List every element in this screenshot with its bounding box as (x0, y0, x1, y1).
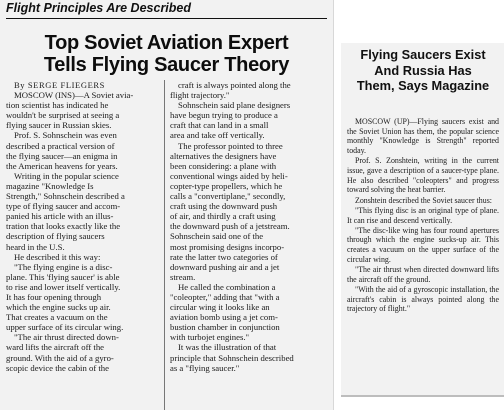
article-line: Strength," Sohnschein described a (6, 191, 125, 202)
right-article-paragraph: Zonshtein described the Soviet saucer thus: (355, 195, 492, 205)
article-line: downward pushing air and a jet (170, 261, 280, 272)
article-line: bustion chamber in conjunction (170, 322, 280, 333)
right-article-paragraph: Prof. S. Zonshtein, writing in the current issue, gave a description of a saucer-type plane. He also described "coleopters" and progress toward solving the heat barrier. (347, 156, 499, 195)
article-line: Prof. S. Sohnschein was even (14, 130, 117, 141)
article-paragraph (6, 252, 160, 262)
kicker-headline: Flight Principles Are Described (6, 1, 192, 15)
article-paragraph (6, 130, 160, 170)
article-line: the flying saucer—an enigma in (6, 150, 118, 161)
article-line: ward lifts the aircraft off the (6, 342, 105, 353)
article-line: The professor pointed to three (178, 140, 283, 151)
column-divider (164, 80, 165, 410)
article-line: as a "flying saucer." (170, 362, 240, 373)
right-article-paragraph: "This flying disc is an original type of plane. It can rise and descend vertically. (347, 205, 499, 225)
article-paragraph (170, 80, 324, 100)
article-line: upper surface of its circular wing. (6, 322, 124, 333)
article-line: He described it this way: (14, 251, 101, 262)
article-line: craft using the downward push (170, 201, 278, 212)
article-paragraph (170, 282, 324, 343)
article-column-1 (6, 80, 160, 373)
article-line: tration that looks exactly like the (6, 221, 121, 232)
right-article-paragraph: "The air thrust when directed downward lifts the aircraft off the ground. (347, 265, 499, 284)
right-headline (347, 47, 499, 94)
article-line: scopic device the cabin of the (6, 362, 109, 373)
article-line: ground. With the aid of a gyro- (6, 352, 114, 363)
article-line: Sohnschein said one of the (170, 231, 264, 242)
article-line: aviation bomb using a jet com- (170, 312, 278, 323)
article-line: description of flying saucers (6, 231, 105, 242)
article-line: "The air thrust directed down- (14, 332, 119, 343)
byline: By SERGE FLIEGERS (14, 80, 105, 90)
article-line: "The flying engine is a disc- (14, 261, 113, 272)
article-line: been considering: a plane with (170, 160, 277, 171)
article-line: Writing in the popular science (14, 170, 119, 181)
article-line: It has four opening through (6, 291, 102, 302)
article-line: alternatives the designers have (170, 150, 277, 161)
right-headline-line-3: Them, Says Magazine (356, 78, 490, 94)
right-article-paragraph: "With the aid of a gyroscopic installation, the aircraft's cabin is always pointed along the trajectory of flight." (347, 284, 499, 314)
article-paragraph (170, 342, 324, 372)
article-line: type of flying saucer and accom- (6, 201, 121, 212)
article-line: That creates a vacuum on the (6, 312, 108, 323)
article-line: the American heavens for years. (6, 160, 118, 171)
article-line: MOSCOW (INS)—A Soviet avia- (14, 90, 134, 101)
right-article-body (347, 117, 499, 315)
article-line: of air, and thirdly a craft using (170, 211, 276, 222)
article-paragraph (6, 262, 160, 333)
article-line: flying saucer in Russian skies. (6, 120, 112, 131)
article-line: principle that Sohnschein described (170, 352, 294, 363)
article-line: He called the combination a (178, 281, 276, 292)
article-paragraph (6, 332, 160, 372)
article-line: have begun trying to produce a (170, 110, 278, 121)
article-line: most promising designs incorpo- (170, 241, 285, 252)
article-line: stream. (170, 271, 196, 282)
article-line: tion scientist has indicated he (6, 100, 109, 111)
right-headline-line-1: Flying Saucers Exist (360, 47, 486, 62)
article-line: craft is always pointed along the (178, 80, 291, 90)
article-line: area and take off vertically. (170, 130, 265, 141)
article-line: heard in the U.S. (6, 241, 65, 252)
article-line: wouldn't be surprised at seeing a (6, 110, 120, 121)
article-paragraph (6, 171, 160, 252)
article-line: the downward push of a jetstream. (170, 221, 290, 232)
article-line: circular wing it looks like an (170, 302, 270, 313)
article-line: Sohnschein said plane designers (178, 100, 291, 111)
article-paragraph (170, 100, 324, 140)
article-paragraph (6, 90, 160, 130)
article-line: conventional wings aided by heli- (170, 170, 288, 181)
article-line: It was the illustration of that (178, 342, 277, 353)
article-line: with turbojet engines." (170, 332, 250, 343)
right-headline-line-2: And Russia Has (374, 62, 472, 78)
article-paragraph (170, 141, 324, 282)
article-line: "coleopter," adding that "with a (170, 291, 280, 302)
article-column-2 (170, 80, 324, 373)
article-body (6, 80, 326, 410)
right-article-paragraph: MOSCOW (UP)—Flying saucers exist and the Soviet Union has them, the popular science monthly "Knowledge is Strength" reported today. (347, 117, 499, 156)
article-line: rate the latter two categories of (170, 251, 278, 262)
article-line: magazine "Knowledge Is (6, 180, 94, 191)
article-line: panied his article with an illus- (6, 211, 114, 222)
article-line: craft that can land in a small (170, 120, 269, 131)
article-line: described a practical version of (6, 140, 115, 151)
right-newspaper-clipping (341, 43, 504, 395)
kicker-rule (6, 18, 327, 19)
article-line: which the engine sucks up air. (6, 302, 111, 313)
headline-line-2: Tells Flying Saucer Theory (43, 54, 290, 76)
article-line: copter-type propellers, which he (170, 180, 283, 191)
headline-line-1: Top Soviet Aviation Expert (44, 32, 289, 54)
article-line: to rise and lower itself vertically. (6, 281, 121, 292)
right-article-paragraph: "The disc-like wing has four round apertures through which the engine sucks-up air. This creates a vacuum on the upper surface of the circular wing. (347, 225, 499, 264)
article-line: flight trajectory." (170, 90, 230, 101)
article-line: plane. This 'flying saucer' is able (6, 271, 120, 282)
article-line: calls a "convertiplane," secondly, (170, 191, 286, 202)
